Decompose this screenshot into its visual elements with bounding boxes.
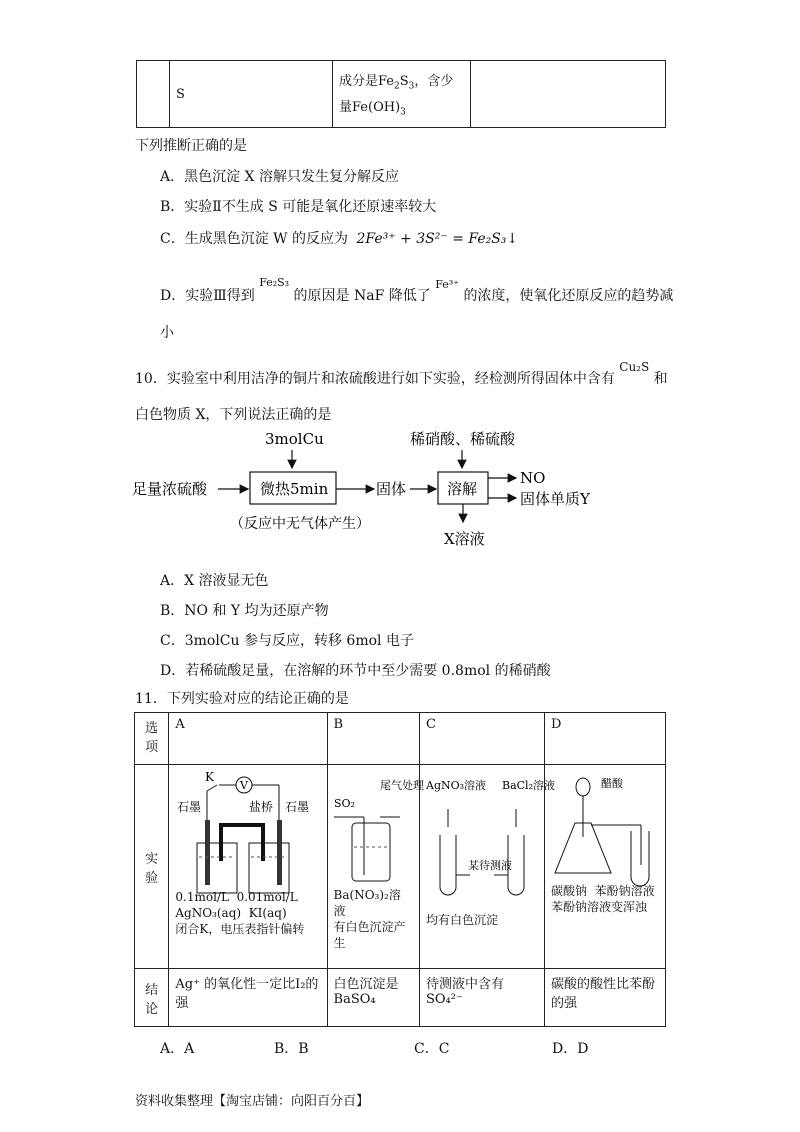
so2-label: SO₂: [333, 797, 355, 810]
observation-c: 均有白色沉淀: [425, 913, 498, 927]
cell-text: ，含少: [414, 74, 454, 90]
q9-option-c-text: C．生成黑色沉淀 W 的反应为: [160, 231, 349, 247]
q11-table: [134, 712, 666, 1027]
q11-header-d: [545, 713, 666, 765]
sample-label: 某待测液: [467, 859, 512, 872]
q10-cu2s: Cu₂S: [619, 360, 650, 374]
beaker-left: [197, 843, 237, 893]
graphite-label-right: 石墨: [285, 800, 310, 814]
header-text: D: [551, 717, 562, 732]
flow-dissolve-label: 溶解: [447, 480, 478, 498]
electrode-right: [277, 820, 282, 885]
sol-label: 0.1mol/L: [175, 890, 229, 904]
tail-gas-text: 尾气处理: [379, 779, 424, 792]
sol-label: KI(aq): [248, 906, 287, 920]
top-table-cell-3: [333, 61, 471, 128]
row-label: 结论: [145, 982, 159, 1017]
q11-con-c: [419, 969, 544, 1027]
test-tube-left: [440, 835, 456, 895]
q11-con-a: [169, 969, 327, 1027]
q11-prompt: 11．下列实验对应的结论正确的是: [135, 691, 349, 707]
sol-label: 0.01mol/L: [236, 890, 298, 904]
galvanic-labels: [175, 889, 309, 937]
cell-text: 成分是Fe: [339, 74, 395, 90]
q10-line1-text: 10．实验室中利用洁净的铜片和浓硫酸进行如下实验，经检测所得固体中含有: [135, 371, 615, 387]
flow-acids-label: 稀硝酸、稀硫酸: [410, 430, 516, 448]
q11-choice-b: B．B: [274, 1041, 309, 1057]
q10-option-b: B．NO 和 Y 均为还原产物: [160, 603, 329, 619]
bacl2-label: BaCl₂溶液: [501, 779, 555, 792]
q11-cell-exp-d: [545, 765, 666, 969]
sub: 3: [408, 82, 415, 92]
test-tube-d: [631, 831, 649, 886]
q9-option-d-text2: 的原因是 NaF 降低了: [293, 288, 431, 304]
q9-option-b: B．实验Ⅱ不生成 S 可能是氧化还原速率较大: [160, 199, 437, 215]
acetic-label: 醋酸: [601, 777, 623, 790]
gas-bottle-diagram: [328, 765, 424, 895]
salt-bridge-label: 盐桥: [249, 800, 274, 814]
tail-gas-label: [380, 778, 424, 792]
observation-d: 苯酚钠溶液变浑浊: [551, 900, 648, 914]
q11-cell-exp-a: [169, 765, 327, 969]
funnel-icon: [576, 778, 590, 796]
flow-solid-label: 固体: [376, 480, 407, 498]
header-text: C: [425, 717, 436, 732]
q11-cell-exp-b: [327, 765, 424, 969]
q9-option-a: A．黑色沉淀 X 溶解只发生复分解反应: [160, 169, 399, 185]
observation-b: 有白色沉淀产生: [333, 920, 406, 950]
q11-choice-c: C．C: [414, 1041, 450, 1057]
graphite-label-left: 石墨: [177, 800, 202, 814]
conclusion-d: 碳酸的酸性比苯酚的强: [551, 977, 656, 1011]
voltmeter-label: V: [240, 779, 249, 792]
conclusion-a: Ag⁺ 的氧化性一定比I₂的强: [175, 977, 319, 1011]
switch-icon: [207, 785, 217, 791]
cell-text: S: [176, 86, 185, 102]
cell-text: 量Fe(OH): [339, 100, 401, 115]
phenoxide-label: 苯酚钠溶液: [594, 884, 655, 898]
q9-option-d-text: D．实验Ⅲ得到: [160, 288, 255, 304]
q9-fe2s3: Fe₂S₃: [259, 276, 290, 289]
conclusion-c: 待测液中含有SO₄²⁻: [425, 977, 504, 1007]
solution-label: Ba(NO₃)₂溶液: [333, 888, 401, 918]
q11-header-c: [419, 713, 544, 765]
q9-option-d-text3: 的浓度，使氧化还原反应的趋势减: [463, 288, 674, 304]
flask-labels: [551, 883, 659, 915]
agno3-label: AgNO₃溶液: [425, 779, 487, 792]
top-table-cell-2: [170, 61, 333, 128]
q11-header-a: [169, 713, 327, 765]
flask-diagram: [545, 765, 665, 895]
q11-con-d: [545, 969, 666, 1027]
flow-heat-label: 微热5min: [260, 480, 329, 498]
galvanic-cell-diagram: [169, 765, 315, 905]
electrode-left: [205, 820, 210, 885]
na2co3-label: 碳酸钠: [551, 884, 588, 898]
q11-choice-a: A．A: [160, 1041, 195, 1057]
sub: 3: [400, 107, 406, 118]
q10-line1: [135, 360, 668, 388]
q9-equation: 2Fe³⁺ + 3S²⁻ = Fe₂S₃↓: [356, 231, 519, 247]
sol-label: AgNO₃(aq): [175, 906, 242, 920]
q10-option-d: D．若稀硫酸足量，在溶解的环节中至少需要 0.8mol 的稀硝酸: [160, 663, 551, 679]
q9-option-c: [160, 228, 518, 248]
flow-diagram: [130, 426, 650, 556]
q11-row-exp-label: [135, 765, 169, 969]
q10-option-a: A．X 溶液显无色: [160, 573, 269, 589]
sub: 2: [394, 82, 400, 92]
top-table-cell-1: [137, 61, 170, 128]
gas-bottle-icon: [352, 823, 390, 881]
conclusion-b: 白色沉淀是BaSO₄: [333, 977, 399, 1007]
flow-x-label: X溶液: [444, 530, 485, 548]
q11-con-b: [327, 969, 419, 1027]
observation-a: 闭合K，电压表指针偏转: [175, 922, 305, 936]
q9-fe3: Fe³⁺: [435, 278, 459, 291]
bottle-labels: [334, 887, 412, 951]
q11-header-option: [135, 713, 169, 765]
q11-cell-exp-c: [419, 765, 555, 969]
q10-line1-tail: 和: [653, 371, 668, 387]
top-table: [136, 60, 666, 128]
flow-cu-label: 3molCu: [265, 430, 324, 448]
switch-label: K: [205, 770, 215, 784]
row-label: 实验: [145, 851, 159, 886]
q10-option-c: C．3molCu 参与反应，转移 6mol 电子: [160, 633, 414, 649]
q9-prompt: 下列推断正确的是: [135, 138, 247, 154]
cell-text: S: [399, 74, 409, 90]
flow-acid-in: 足量浓硫酸: [132, 480, 208, 498]
flow-y-label: 固体单质Y: [520, 490, 590, 508]
q10-line2: 白色物质 X，下列说法正确的是: [135, 407, 332, 423]
q11-choice-d: D．D: [552, 1041, 589, 1057]
header-text: 选项: [145, 721, 159, 755]
footer-text: 资料收集整理【淘宝店铺：向阳百分百】: [135, 1094, 370, 1109]
q11-row-con-label: [135, 969, 169, 1027]
header-text: A: [175, 717, 185, 732]
top-table-cell-4: [471, 61, 666, 128]
q9-option-d: [160, 276, 674, 305]
test-tube-diagram: [420, 765, 555, 905]
flow-no-label: NO: [520, 469, 546, 487]
header-text: B: [333, 717, 344, 732]
q9-option-d-cont: 小: [160, 325, 174, 341]
flow-note: （反应中无气体产生）: [230, 516, 370, 532]
q11-header-b: [327, 713, 419, 765]
beaker-right: [249, 843, 289, 893]
